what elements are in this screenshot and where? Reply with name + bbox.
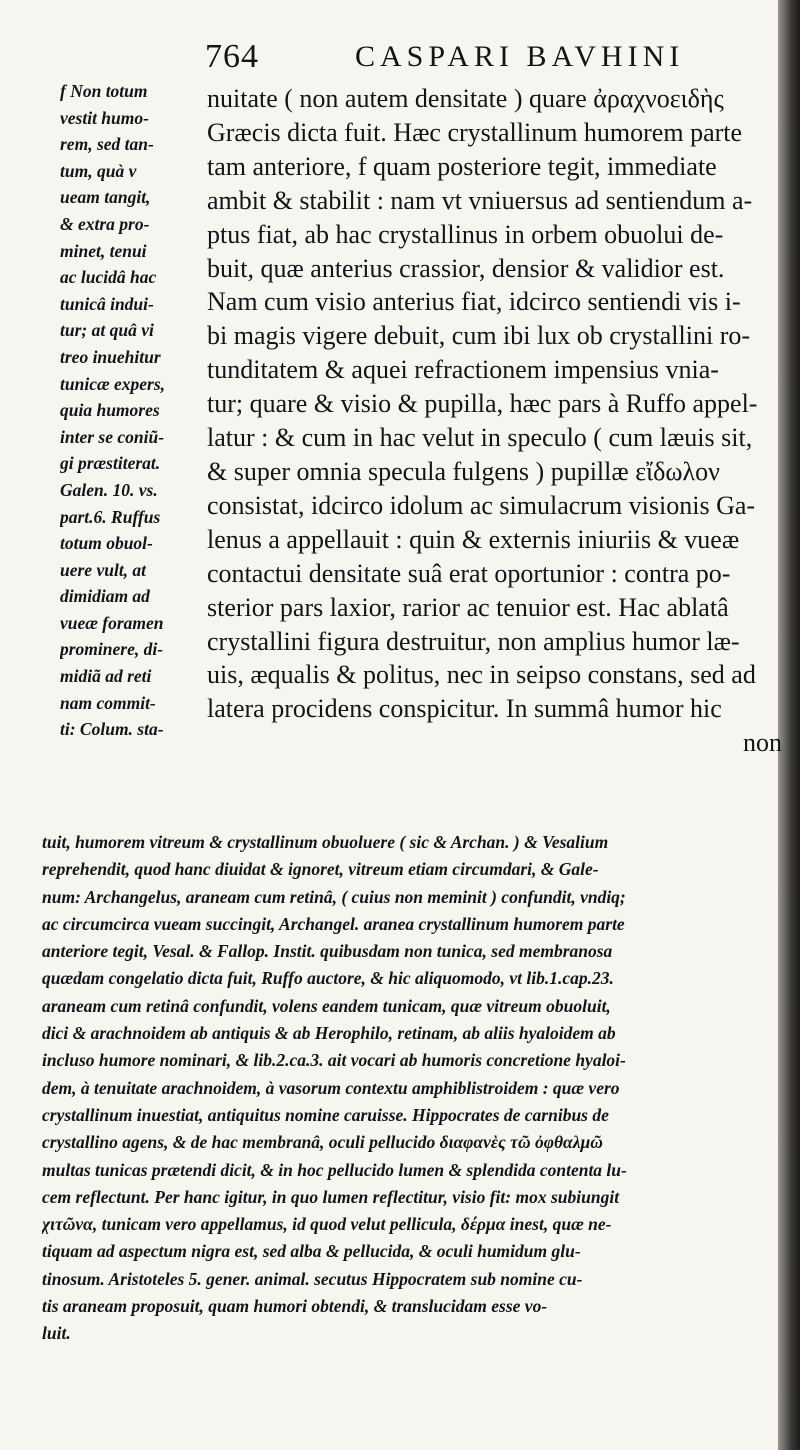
footnote-line: quædam congelatio dicta fuit, Ruffo auctore, & hic aliquomodo, vt lib.1.cap.23. [42,968,614,989]
footnote-line: crystallino agens, & de hac membranâ, oculi pellucido διαφανὲς τῶ ὀφθαλμῶ [42,1132,603,1153]
main-text-line: contactui densitate suâ erat oportunior : contra po- [207,558,731,588]
margin-note-line: tunicæ expers, [60,373,165,394]
running-head: CASPARI BAVHINI [355,40,685,73]
margin-note-line: uere vult, at [60,559,147,580]
main-text-line: latera procidens conspicitur. In summâ humor hic [207,694,722,724]
main-text-line: ambit & stabilit : nam vt vniuersus ad sentiendum a- [207,185,753,215]
main-text-line: bi magis vigere debuit, cum ibi lux ob crystallini ro- [207,321,751,351]
margin-note-line: rem, sed tan- [60,134,154,155]
footnote-line: tis araneam proposuit, quam humori obtendi, & translucidam esse vo- [42,1296,548,1317]
margin-note-line: Galen. 10. vs. [60,479,158,500]
footnote-line: num: Archangelus, araneam cum retinâ, ( cuius non meminit ) confundit, vndiq; [42,886,626,907]
footnote-line: dem, à tenuitate arachnoidem, à vasorum contextu amphiblistroidem : quæ vero [42,1077,620,1098]
main-text-line: crystallini figura destruitur, non amplius humor læ- [207,626,740,656]
page-header [205,34,765,80]
page-number: 764 [205,38,259,75]
footnote-line: tuit, humorem vitreum & crystallinum obuoluere ( sic & Archan. ) & Vesalium [42,832,609,852]
margin-note-line: prominere, di- [60,639,164,660]
main-text-line: buit, quæ anterius crassior, densior & validior est. [207,253,725,283]
margin-note-line: part.6. Ruffus [60,506,161,527]
margin-note-line: quia humores [60,400,160,421]
footnote-line: luit. [42,1323,71,1344]
margin-note-line: ac lucidâ hac [60,267,157,288]
footnote-line: araneam cum retinâ confundit, volens eandem tunicam, quæ vitreum obuoluit, [42,995,611,1016]
main-text-line: Nam cum visio anterius fiat, idcirco sentiendi vis i- [207,287,741,317]
margin-note-line: vueæ foramen [60,612,164,633]
footnote-line: cem reflectunt. Per hanc igitur, in quo lumen reflectitur, visio fit: mox subiungit [42,1186,620,1207]
margin-note-line: tur; at quâ vi [60,320,154,341]
margin-note-line: dimidiam ad [60,586,150,607]
main-text-line: ptus fiat, ab hac crystallinus in orbem obuolui de- [207,219,724,249]
margin-note-line: ti: Colum. sta- [60,719,164,740]
main-text-line: nuitate ( non autem densitate ) quare ἀραχνοειδὴς [207,84,724,113]
footnote-line: crystallinum inuestiat, antiquitus nomine caruisse. Hippocrates de carnibus de [42,1104,609,1125]
main-text-line: tur; quare & visio & pupilla, hæc pars à Ruffo appel- [207,389,758,419]
footnote-line: dici & arachnoidem ab antiquis & ab Herophilo, retinam, ab aliis hyaloidem ab [42,1023,616,1044]
footnote [42,829,782,1348]
footnote-line: tinosum. Aristoteles 5. gener. animal. secutus Hippocratem sub nomine cu- [42,1268,583,1289]
footnote-line: reprehendit, quod hanc diuidat & ignoret, vitreum etiam circumdari, & Gale- [42,859,599,880]
main-text-line: & super omnia specula fulgens ) pupillæ εἴδωλον [207,456,720,486]
margin-note-line: nam commit- [60,692,156,713]
footnote-line: anteriore tegit, Vesal. & Fallop. Instit. quibusdam non tunica, sed membranosa [42,941,613,962]
main-text [207,82,782,760]
margin-note-line: tum, quà v [60,160,137,181]
main-text-line: lenus a appellauit : quin & externis iniuriis & vueæ [207,524,740,554]
footnote-line: incluso humore nominari, & lib.2.ca.3. ait vocari ab humoris concretione hyaloi- [42,1050,626,1071]
main-text-line: tam anteriore, f quam posteriore tegit, immediate [207,151,717,181]
catchword: non [743,728,782,758]
main-text-line: latur : & cum in hac velut in speculo ( cum læuis sit, [207,423,753,453]
margin-note [60,78,206,743]
margin-note-line: treo inuehitur [60,346,161,367]
footnote-line: χιτῶνα, tunicam vero appellamus, id quod velut pellicula, δέρμα inest, quæ ne- [42,1214,612,1235]
margin-note-line: gi præstiterat. [60,453,161,474]
margin-note-line: inter se coniũ- [60,426,165,447]
margin-note-line: f Non totum [60,81,148,101]
margin-note-line: totum obuol- [60,533,153,554]
margin-note-line: midiã ad reti [60,666,152,687]
margin-note-line: ueam tangit, [60,187,151,208]
margin-note-line: vestit humo- [60,107,149,128]
main-text-line: Græcis dicta fuit. Hæc crystallinum humorem parte [207,117,743,147]
margin-note-line: & extra pro- [60,213,150,234]
main-text-line: consistat, idcirco idolum ac simulacrum visionis Ga- [207,490,756,520]
footnote-line: multas tunicas prætendi dicit, & in hoc pellucido lumen & splendida contenta lu- [42,1159,627,1180]
footnote-line: ac circumcirca vueam succingit, Archangel. aranea crystallinum humorem parte [42,913,625,934]
margin-note-line: minet, tenui [60,240,147,261]
margin-note-line: tunicâ indui- [60,293,154,314]
main-text-line: uis, æqualis & politus, nec in seipso constans, sed ad [207,660,756,690]
footnote-line: tiquam ad aspectum nigra est, sed alba & pellucida, & oculi humidum glu- [42,1241,581,1262]
main-text-line: sterior pars laxior, rarior ac tenuior est. Hac ablatâ [207,592,729,622]
main-text-line: tunditatem & aquei refractionem impensius vnia- [207,355,719,385]
